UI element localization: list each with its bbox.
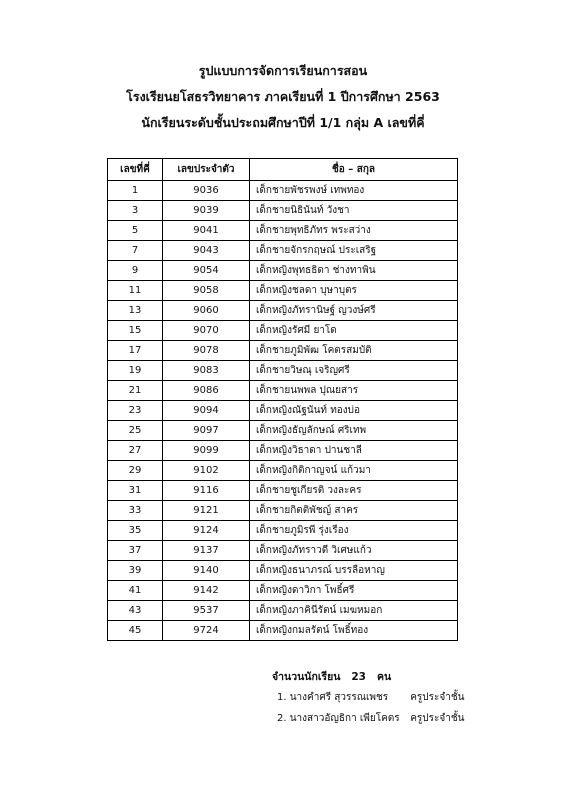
student-count-label: จำนวนนักเรียน: [272, 671, 341, 683]
table-row: [108, 421, 458, 441]
cell-full-name: เด็กชายชูเกียรติ วงละคร: [250, 481, 458, 501]
student-roster-table: [107, 158, 458, 641]
cell-student-id: 9140: [163, 561, 250, 581]
teacher-role: ครูประจำชั้น: [410, 692, 465, 703]
cell-student-id: 9124: [163, 521, 250, 541]
teacher-role: ครูประจำชั้น: [410, 713, 465, 724]
cell-full-name: เด็กหญิงดาวิกา โพธิ์ศรี: [250, 581, 458, 601]
homeroom-teacher-1: [277, 690, 464, 705]
cell-full-name: เด็กหญิงภาคินีรัตน์ เมฆหมอก: [250, 601, 458, 621]
cell-full-name: เด็กหญิงวิธาดา ปานชาลี: [250, 441, 458, 461]
table-row: [108, 341, 458, 361]
cell-full-name: เด็กชายนพพล ปุณยสาร: [250, 381, 458, 401]
table-row: [108, 581, 458, 601]
cell-full-name: เด็กชายวิษณุ เจริญศรี: [250, 361, 458, 381]
cell-number: 25: [108, 421, 163, 441]
table-row: [108, 621, 458, 641]
column-header-full-name: ชื่อ – สกุล: [250, 159, 458, 181]
teacher-name: 2. นางสาวอัญธิกา เพียโคตร: [277, 713, 400, 724]
table-row: [108, 221, 458, 241]
cell-student-id: 9043: [163, 241, 250, 261]
cell-number: 15: [108, 321, 163, 341]
cell-number: 31: [108, 481, 163, 501]
roster-body: [108, 181, 458, 641]
cell-student-id: 9058: [163, 281, 250, 301]
table-row: [108, 301, 458, 321]
cell-student-id: 9724: [163, 621, 250, 641]
cell-student-id: 9121: [163, 501, 250, 521]
cell-number: 1: [108, 181, 163, 201]
teacher-name: 1. นางคำศรี สุวรรณเพชร: [277, 692, 389, 703]
column-header-number: เลขที่คี่: [108, 159, 163, 181]
cell-full-name: เด็กหญิงณัฐนันท์ ทองบ่อ: [250, 401, 458, 421]
cell-student-id: 9537: [163, 601, 250, 621]
cell-student-id: 9078: [163, 341, 250, 361]
student-count-summary: [272, 668, 391, 685]
table-row: [108, 441, 458, 461]
cell-number: 19: [108, 361, 163, 381]
cell-student-id: 9097: [163, 421, 250, 441]
cell-number: 27: [108, 441, 163, 461]
table-row: [108, 241, 458, 261]
cell-number: 17: [108, 341, 163, 361]
table-row: [108, 541, 458, 561]
cell-number: 37: [108, 541, 163, 561]
cell-full-name: เด็กหญิงกิติกาญจน์ แก้วมา: [250, 461, 458, 481]
cell-full-name: เด็กชายจักรกฤษณ์ ประเสริฐ: [250, 241, 458, 261]
cell-student-id: 9041: [163, 221, 250, 241]
student-count-value: 23: [351, 671, 366, 683]
cell-number: 9: [108, 261, 163, 281]
cell-full-name: เด็กหญิงธัญลักษณ์ ศริเทพ: [250, 421, 458, 441]
table-row: [108, 321, 458, 341]
cell-student-id: 9039: [163, 201, 250, 221]
cell-student-id: 9137: [163, 541, 250, 561]
cell-full-name: เด็กหญิงกมลรัตน์ โพธิ์ทอง: [250, 621, 458, 641]
cell-full-name: เด็กหญิงรัศมี ยาโด: [250, 321, 458, 341]
cell-number: 5: [108, 221, 163, 241]
cell-student-id: 9054: [163, 261, 250, 281]
table-row: [108, 561, 458, 581]
cell-number: 35: [108, 521, 163, 541]
cell-student-id: 9036: [163, 181, 250, 201]
cell-full-name: เด็กชายภูมิพัฒ โคตรสมบัติ: [250, 341, 458, 361]
cell-number: 43: [108, 601, 163, 621]
table-header-row: [108, 159, 458, 181]
student-count-unit: คน: [376, 671, 392, 683]
column-header-student-id: เลขประจำตัว: [163, 159, 250, 181]
table-row: [108, 381, 458, 401]
table-row: [108, 601, 458, 621]
table-row: [108, 401, 458, 421]
cell-student-id: 9116: [163, 481, 250, 501]
table-row: [108, 361, 458, 381]
cell-full-name: เด็กชายพุทธิภัทร พระสว่าง: [250, 221, 458, 241]
class-group-line: นักเรียนระดับชั้นประถมศึกษาปีที่ 1/1 กลุ่ม A เลขที่คี่: [141, 115, 425, 130]
homeroom-teacher-2: [277, 711, 464, 726]
cell-student-id: 9099: [163, 441, 250, 461]
cell-full-name: เด็กหญิงภัทราวดี วิเศษแก้ว: [250, 541, 458, 561]
cell-student-id: 9094: [163, 401, 250, 421]
table-row: [108, 481, 458, 501]
cell-full-name: เด็กชายพัชรพงษ์ เทพทอง: [250, 181, 458, 201]
table-row: [108, 281, 458, 301]
table-row: [108, 261, 458, 281]
cell-student-id: 9086: [163, 381, 250, 401]
cell-number: 29: [108, 461, 163, 481]
cell-number: 3: [108, 201, 163, 221]
cell-student-id: 9102: [163, 461, 250, 481]
cell-full-name: เด็กหญิงภัทรานิษฐ์ ญวงษ์ศรี: [250, 301, 458, 321]
cell-number: 7: [108, 241, 163, 261]
school-term-line: โรงเรียนยโสธรวิทยาคาร ภาคเรียนที่ 1 ปีการศึกษา 2563: [126, 89, 440, 104]
table-row: [108, 201, 458, 221]
cell-number: 11: [108, 281, 163, 301]
cell-number: 45: [108, 621, 163, 641]
cell-number: 13: [108, 301, 163, 321]
table-row: [108, 501, 458, 521]
cell-student-id: 9070: [163, 321, 250, 341]
cell-number: 23: [108, 401, 163, 421]
cell-student-id: 9060: [163, 301, 250, 321]
cell-number: 39: [108, 561, 163, 581]
cell-number: 41: [108, 581, 163, 601]
cell-full-name: เด็กหญิงธนาภรณ์ บรรลือหาญ: [250, 561, 458, 581]
cell-student-id: 9083: [163, 361, 250, 381]
cell-full-name: เด็กชายนิธินันท์ วังชา: [250, 201, 458, 221]
table-row: [108, 461, 458, 481]
cell-number: 21: [108, 381, 163, 401]
cell-full-name: เด็กหญิงชลดา บุษาบุตร: [250, 281, 458, 301]
document-title: รูปแบบการจัดการเรียนการสอน: [198, 63, 368, 78]
cell-full-name: เด็กชายภูมิรพี รุ่งเรือง: [250, 521, 458, 541]
cell-number: 33: [108, 501, 163, 521]
document-header: [0, 58, 566, 136]
cell-full-name: เด็กชายกิตติพัชญ์ สาคร: [250, 501, 458, 521]
cell-student-id: 9142: [163, 581, 250, 601]
cell-full-name: เด็กหญิงพุทธธิดา ช่างทาพิน: [250, 261, 458, 281]
table-row: [108, 521, 458, 541]
table-row: [108, 181, 458, 201]
